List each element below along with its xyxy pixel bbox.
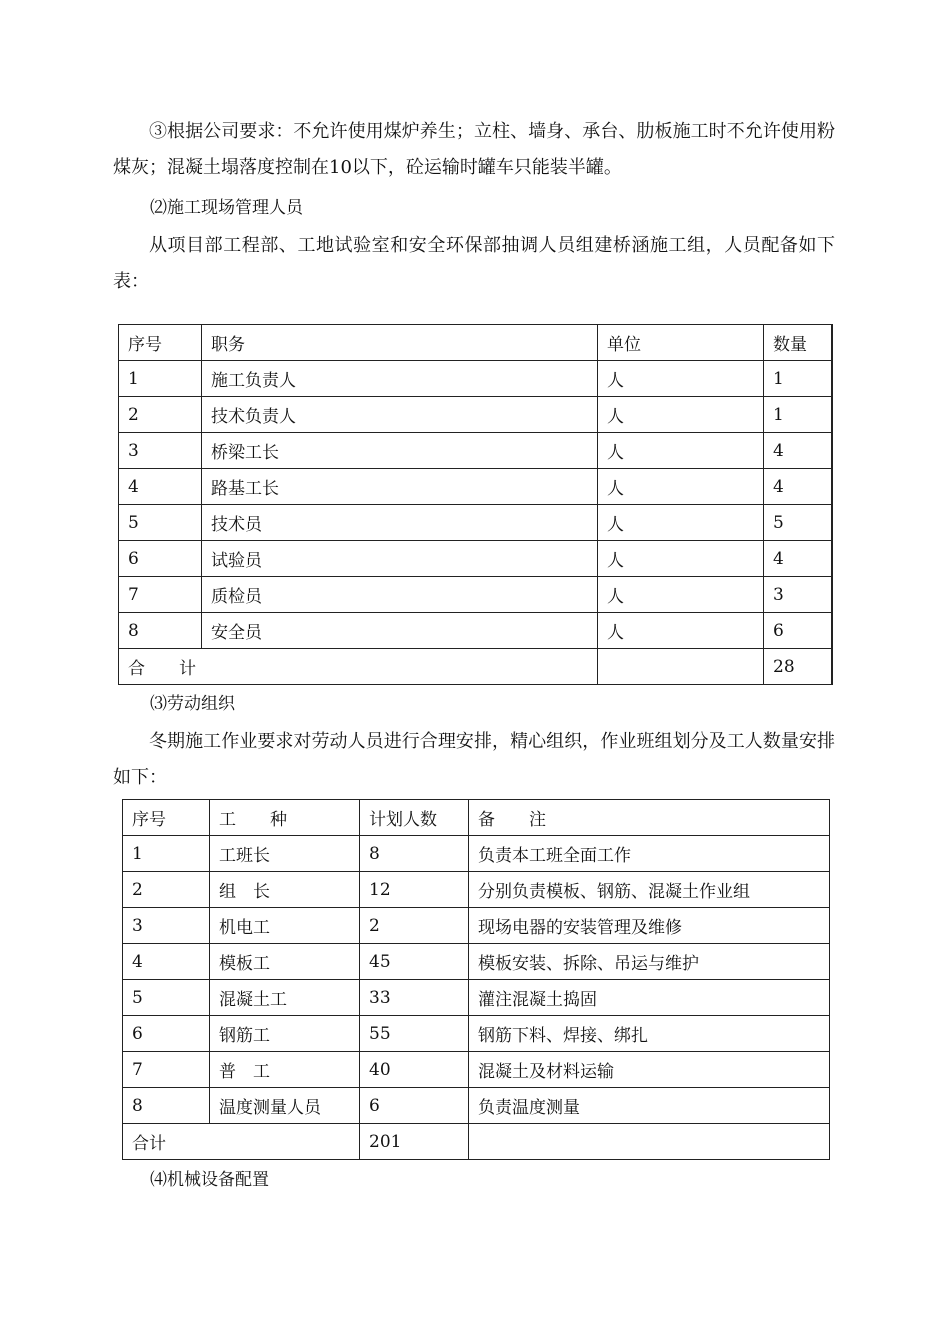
total-note-cell [469, 1124, 830, 1160]
table-cell: 人 [598, 505, 764, 541]
table-cell: 人 [598, 577, 764, 613]
table-row [119, 505, 832, 541]
header-cell: 单位 [598, 325, 764, 361]
table-cell: 6 [764, 613, 832, 649]
paragraph-labor-intro: 冬期施工作业要求对劳动人员进行合理安排，精心组织，作业班组划分及工人数量安排如下： [113, 731, 835, 788]
table-row [119, 469, 832, 505]
table-row [123, 1016, 830, 1052]
table-cell: 12 [360, 872, 469, 908]
table-cell: 负责温度测量 [469, 1088, 830, 1124]
table-cell: 4 [119, 469, 202, 505]
table-cell: 混凝土工 [210, 980, 360, 1016]
table-row [119, 613, 832, 649]
table-cell: 技术负责人 [202, 397, 598, 433]
table-cell: 1 [119, 361, 202, 397]
header-cell: 数量 [764, 325, 832, 361]
table-header-row [119, 325, 832, 361]
table-cell: 人 [598, 397, 764, 433]
table-total-row [119, 649, 832, 685]
table-row [123, 980, 830, 1016]
table-cell: 4 [123, 944, 210, 980]
table-row [119, 397, 832, 433]
table-cell: 3 [119, 433, 202, 469]
table-cell: 人 [598, 541, 764, 577]
table-cell: 技术员 [202, 505, 598, 541]
table-cell: 4 [764, 469, 832, 505]
table-cell: 5 [764, 505, 832, 541]
table-cell: 4 [764, 541, 832, 577]
total-unit-cell [598, 649, 764, 685]
table-cell: 人 [598, 613, 764, 649]
table-cell: 路基工长 [202, 469, 598, 505]
table-cell: 安全员 [202, 613, 598, 649]
table-cell: 1 [123, 836, 210, 872]
table-cell: 2 [119, 397, 202, 433]
labor-crew-table [122, 799, 830, 1160]
table-header-row [123, 800, 830, 836]
table-cell: 工班长 [210, 836, 360, 872]
management-staff-table [118, 324, 833, 685]
table-cell: 3 [123, 908, 210, 944]
table-cell: 施工负责人 [202, 361, 598, 397]
table-row [119, 541, 832, 577]
table-cell: 温度测量人员 [210, 1088, 360, 1124]
header-cell: 序号 [123, 800, 210, 836]
table-cell: 8 [360, 836, 469, 872]
table-cell: 5 [119, 505, 202, 541]
table-cell: 7 [123, 1052, 210, 1088]
header-cell: 计划人数 [360, 800, 469, 836]
table-cell: 普 工 [210, 1052, 360, 1088]
table-cell: 2 [123, 872, 210, 908]
total-value-cell: 28 [764, 649, 832, 685]
paragraph-staffing-intro: 从项目部工程部、工地试验室和安全环保部抽调人员组建桥涵施工组，人员配备如下表： [113, 235, 835, 292]
heading-equipment: ⑷机械设备配置 [150, 1170, 269, 1190]
table-cell: 现场电器的安装管理及维修 [469, 908, 830, 944]
table-row [123, 1088, 830, 1124]
paragraph-fly-ash-rules: ③根据公司要求：不允许使用煤炉养生；立柱、墙身、承台、肋板施工时不允许使用粉煤灰；混凝土塌落度控制在10以下，砼运输时罐车只能装半罐。 [113, 121, 835, 178]
table-cell: 人 [598, 361, 764, 397]
table-cell: 人 [598, 433, 764, 469]
header-cell: 备 注 [469, 800, 830, 836]
table-row [123, 908, 830, 944]
header-cell: 序号 [119, 325, 202, 361]
table-cell: 灌注混凝土捣固 [469, 980, 830, 1016]
table-cell: 8 [123, 1088, 210, 1124]
table-total-row [123, 1124, 830, 1160]
table-cell: 钢筋工 [210, 1016, 360, 1052]
header-cell: 职务 [202, 325, 598, 361]
table-cell: 2 [360, 908, 469, 944]
table-cell: 7 [119, 577, 202, 613]
total-label-cell: 合计 [123, 1124, 360, 1160]
table-cell: 55 [360, 1016, 469, 1052]
table-cell: 模板安装、拆除、吊运与维护 [469, 944, 830, 980]
table-cell: 机电工 [210, 908, 360, 944]
table-row [119, 577, 832, 613]
table-cell: 6 [119, 541, 202, 577]
table-cell: 4 [764, 433, 832, 469]
table-cell: 桥梁工长 [202, 433, 598, 469]
header-cell: 工 种 [210, 800, 360, 836]
table-row [123, 836, 830, 872]
table-cell: 分别负责模板、钢筋、混凝土作业组 [469, 872, 830, 908]
table-cell: 负责本工班全面工作 [469, 836, 830, 872]
table-cell: 6 [123, 1016, 210, 1052]
heading-labor-organization: ⑶劳动组织 [150, 694, 235, 714]
total-label-cell: 合 计 [119, 649, 598, 685]
table-cell: 混凝土及材料运输 [469, 1052, 830, 1088]
table-row [123, 944, 830, 980]
table-cell: 8 [119, 613, 202, 649]
table-row [123, 872, 830, 908]
table-cell: 45 [360, 944, 469, 980]
table-cell: 模板工 [210, 944, 360, 980]
table-cell: 33 [360, 980, 469, 1016]
table-row [119, 361, 832, 397]
table-cell: 人 [598, 469, 764, 505]
table-row [123, 1052, 830, 1088]
table-cell: 40 [360, 1052, 469, 1088]
table-cell: 钢筋下料、焊接、绑扎 [469, 1016, 830, 1052]
total-value-cell: 201 [360, 1124, 469, 1160]
table-cell: 1 [764, 397, 832, 433]
table-cell: 试验员 [202, 541, 598, 577]
table-cell: 质检员 [202, 577, 598, 613]
table-cell: 5 [123, 980, 210, 1016]
heading-site-management: ⑵施工现场管理人员 [150, 198, 303, 218]
table-cell: 3 [764, 577, 832, 613]
table-cell: 1 [764, 361, 832, 397]
table-cell: 组 长 [210, 872, 360, 908]
table-row [119, 433, 832, 469]
table-cell: 6 [360, 1088, 469, 1124]
